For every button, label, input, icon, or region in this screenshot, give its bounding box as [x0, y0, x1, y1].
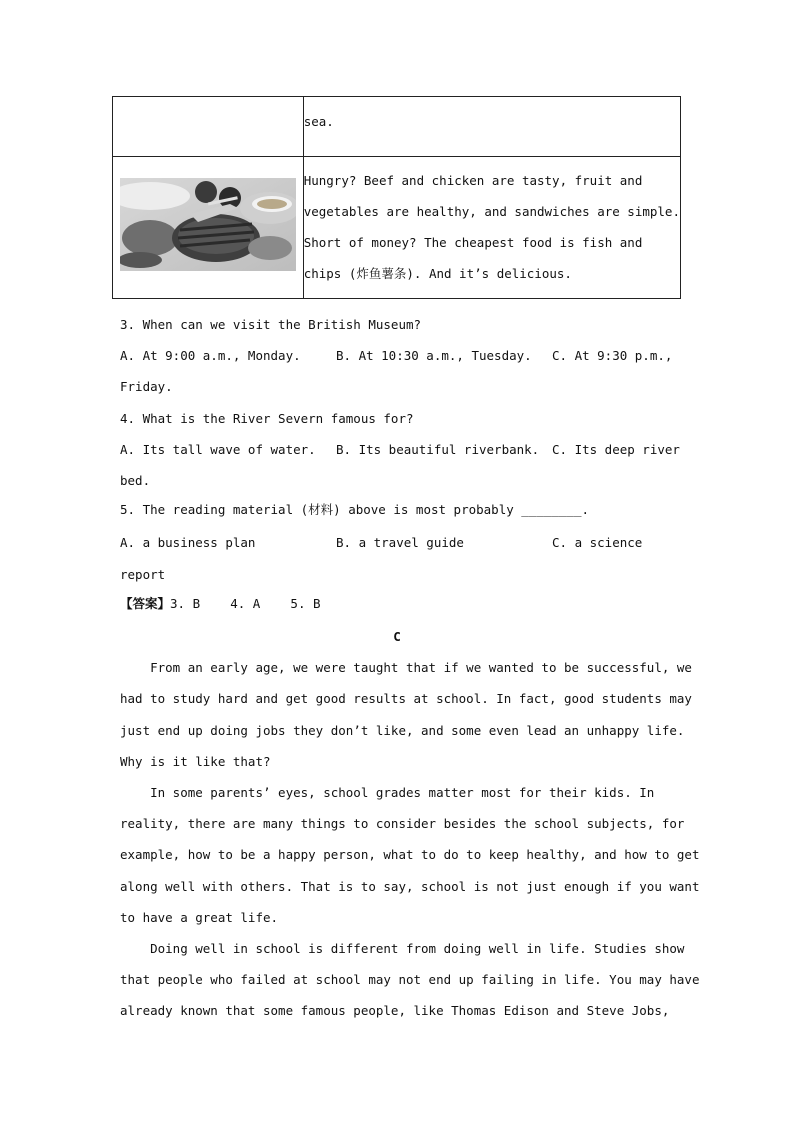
- option-b: B. At 10:30 a.m., Tuesday.: [336, 348, 532, 363]
- passage-line: In some parents’ eyes, school grades matter most for their kids. In: [120, 785, 655, 800]
- option-c: C. Its deep river: [552, 442, 680, 457]
- passage-line: already known that some famous people, like Thomas Edison and Steve Jobs,: [120, 1003, 670, 1018]
- passage-line: From an early age, we were taught that if we wanted to be successful, we: [120, 660, 692, 675]
- info-table: [112, 96, 681, 299]
- passage-line: Doing well in school is different from doing well in life. Studies show: [120, 941, 685, 956]
- image-cell: [113, 157, 304, 299]
- option-c: C. At 9:30 p.m.,: [552, 348, 673, 363]
- table-text-line: Hungry? Beef and chicken are tasty, fruit and: [303, 173, 643, 188]
- option-c: C. a science: [552, 535, 643, 550]
- passage-line: to have a great life.: [120, 910, 279, 925]
- answer-line: [120, 596, 321, 612]
- answer-text: 3. B 4. A 5. B: [170, 596, 321, 611]
- passage-line: that people who failed at school may not end up failing in life. You may have: [120, 972, 700, 987]
- option-continuation: bed.: [120, 473, 151, 488]
- table-row: [113, 97, 681, 157]
- option-a: A. a business plan: [120, 535, 256, 550]
- table-text-line: Short of money? The cheapest food is fish and: [303, 235, 643, 250]
- passage-line: along well with others. That is to say, school is not just enough if you want: [120, 879, 700, 894]
- question-stem: 5. The reading material (材料) above is most probably ________.: [120, 502, 590, 517]
- passage-line: just end up doing jobs they don’t like, and some even lead an unhappy life.: [120, 723, 685, 738]
- table-text-line: vegetables are healthy, and sandwiches are simple.: [303, 204, 680, 219]
- option-b: B. Its beautiful riverbank.: [336, 442, 540, 457]
- passage-line: reality, there are many things to consider besides the school subjects, for: [120, 816, 685, 831]
- question-stem: 4. What is the River Severn famous for?: [120, 411, 414, 426]
- passage-line: example, how to be a happy person, what to do to keep healthy, and how to get: [120, 847, 700, 862]
- table-text-line: sea.: [303, 114, 334, 129]
- option-b: B. a travel guide: [336, 535, 464, 550]
- food-photo: [120, 178, 296, 271]
- option-a: A. At 9:00 a.m., Monday.: [120, 348, 301, 363]
- section-heading: C: [393, 629, 401, 644]
- question-stem: 3. When can we visit the British Museum?: [120, 317, 422, 332]
- passage-line: Why is it like that?: [120, 754, 271, 769]
- table-row: [113, 157, 681, 299]
- table-text-cell: [303, 97, 680, 157]
- answer-label: 【答案】: [120, 596, 171, 611]
- option-continuation: report: [120, 567, 166, 582]
- table-text-line: chips (炸鱼薯条). And it’s delicious.: [303, 266, 572, 281]
- table-text-cell: [303, 157, 680, 299]
- passage-line: had to study hard and get good results at school. In fact, good students may: [120, 691, 692, 706]
- option-continuation: Friday.: [120, 379, 173, 394]
- empty-cell: [113, 97, 304, 157]
- option-a: A. Its tall wave of water.: [120, 442, 316, 457]
